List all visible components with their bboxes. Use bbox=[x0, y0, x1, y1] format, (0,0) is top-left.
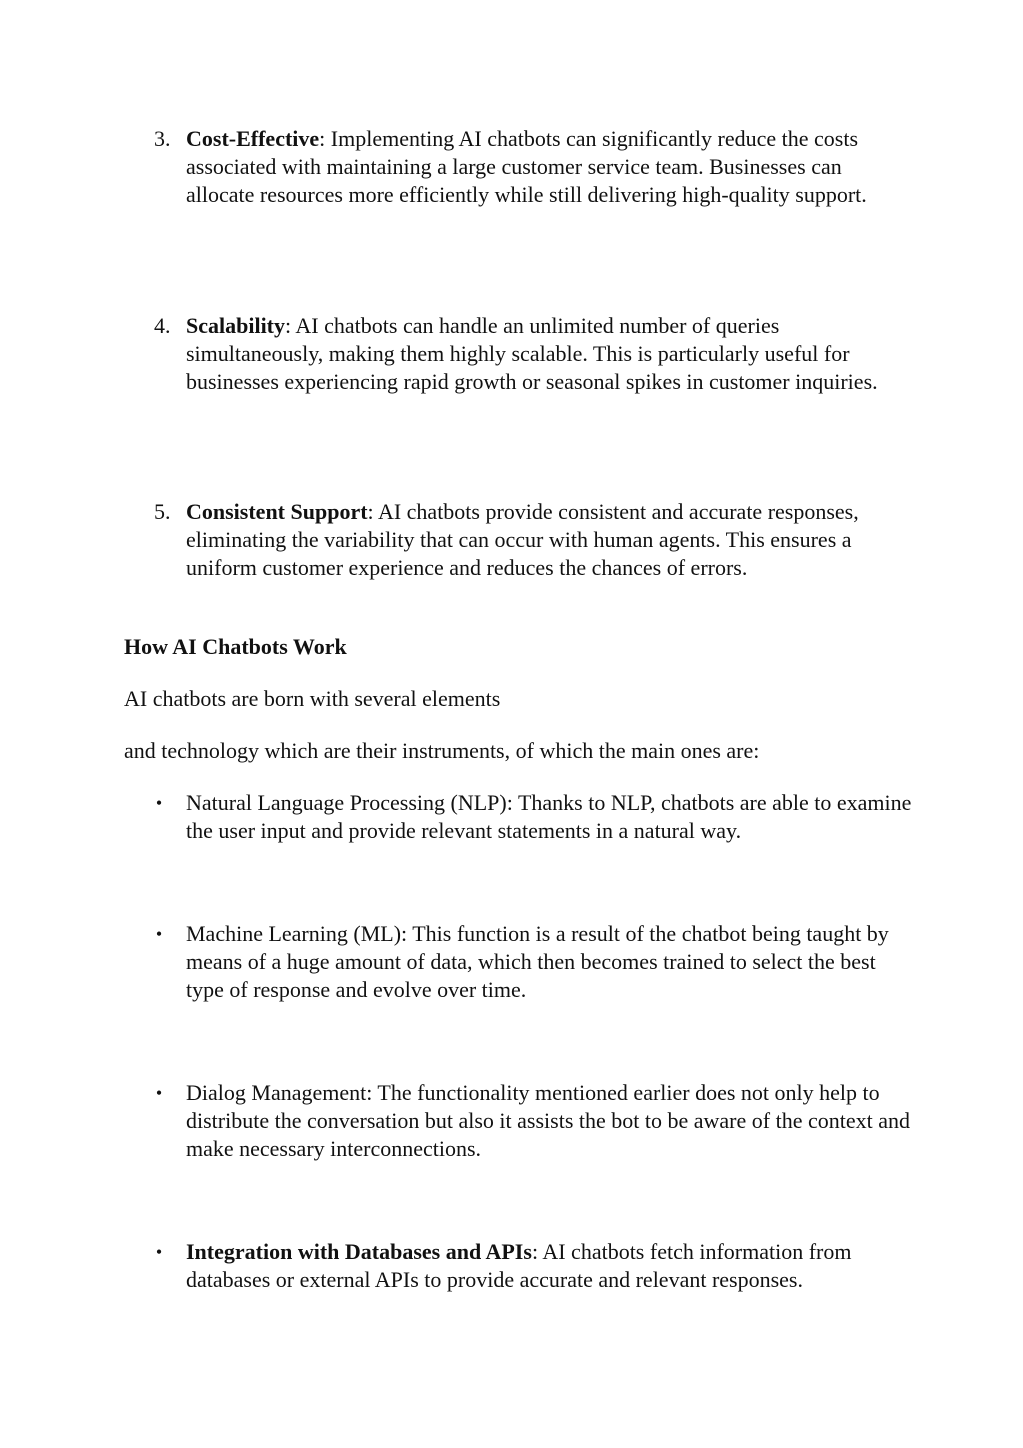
bullet-marker: • bbox=[155, 1242, 163, 1262]
paragraph: and technology which are their instruments, of which the main ones are: bbox=[124, 738, 760, 763]
section-heading: How AI Chatbots Work bbox=[124, 634, 347, 659]
bullet-marker: • bbox=[155, 1083, 163, 1103]
list-item-description: : Implementing AI chatbots can significantly reduce the costs associated with maintaining a large customer service team. Businesses can allocate resources more efficiently while still delivering high-quality support. bbox=[186, 126, 867, 207]
paragraph: AI chatbots are born with several elements bbox=[124, 686, 501, 711]
list-item-text bbox=[186, 312, 914, 396]
list-item-term: Consistent Support bbox=[186, 499, 368, 524]
bullet-item-description: : AI chatbots fetch information from databases or external APIs to provide accurate and relevant responses. bbox=[186, 1239, 852, 1292]
bullet-marker: • bbox=[155, 924, 163, 944]
list-item-text bbox=[186, 125, 914, 209]
list-number: 3. bbox=[154, 126, 171, 151]
list-item-text bbox=[186, 498, 914, 582]
list-item-description: : AI chatbots can handle an unlimited number of queries simultaneously, making them highly scalable. This is particularly useful for businesses experiencing rapid growth or seasonal spikes in customer inquiries. bbox=[186, 313, 878, 394]
bullet-item-text: Dialog Management: The functionality mentioned earlier does not only help to distribute the conversation but also it assists the bot to be aware of the context and make necessary interconnections. bbox=[186, 1080, 910, 1161]
list-number: 4. bbox=[154, 313, 171, 338]
list-number: 5. bbox=[154, 499, 171, 524]
list-item-term: Cost-Effective bbox=[186, 126, 320, 151]
bullet-marker: • bbox=[155, 793, 163, 813]
bullet-item-text: Machine Learning (ML): This function is a result of the chatbot being taught by means of a huge amount of data, which then becomes trained to select the best type of response and evolve over time. bbox=[186, 921, 889, 1002]
bullet-item-text bbox=[186, 1238, 914, 1294]
bullet-item-term: Integration with Databases and APIs bbox=[186, 1239, 532, 1264]
list-item-term: Scalability bbox=[186, 313, 286, 338]
bullet-item-text: Natural Language Processing (NLP): Thanks to NLP, chatbots are able to examine the user input and provide relevant statements in a natural way. bbox=[186, 790, 912, 843]
list-item-description: : AI chatbots provide consistent and accurate responses, eliminating the variability that can occur with human agents. This ensures a uniform customer experience and reduces the chances of errors. bbox=[186, 499, 859, 580]
